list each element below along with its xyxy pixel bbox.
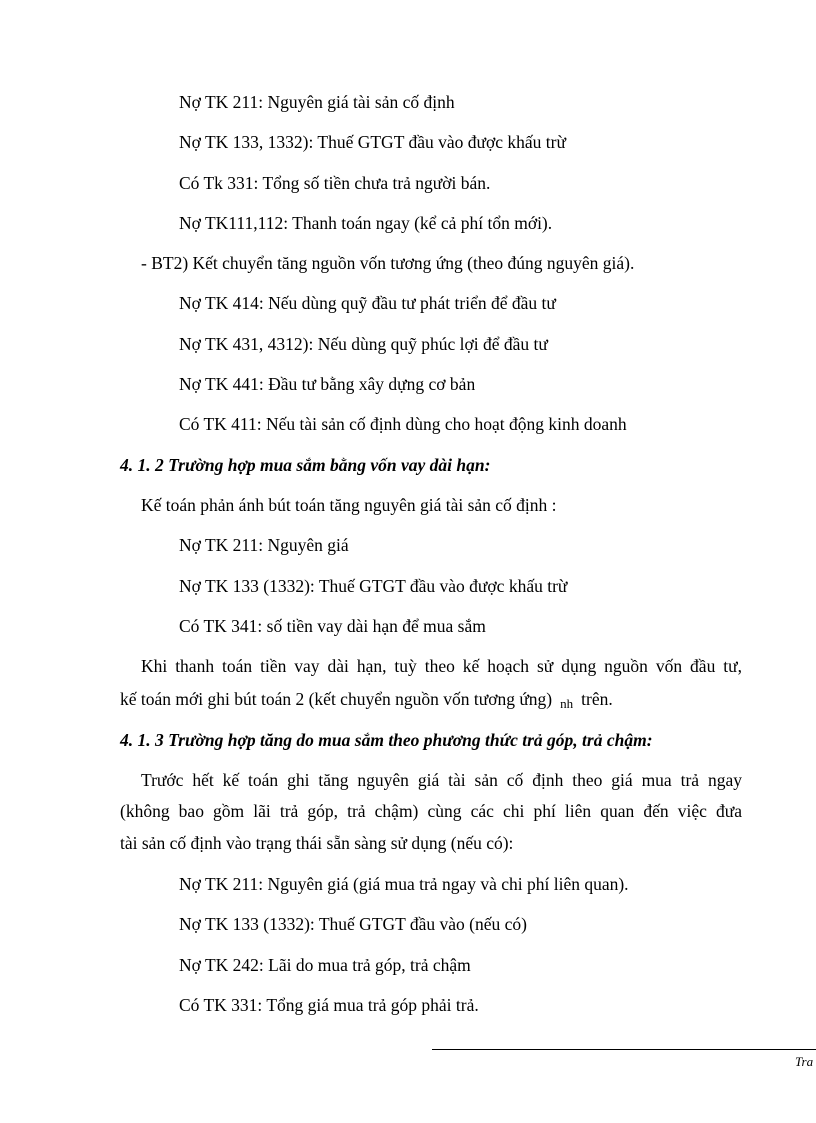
paragraph-text-end: trên. <box>581 689 613 709</box>
entry-line: Nợ TK 211: Nguyên giá (giá mua trả ngay và chi phí liên quan). <box>179 874 629 894</box>
entry-line: Nợ TK 242: Lãi do mua trả góp, trả chậm <box>179 955 471 975</box>
entry-line: Nợ TK 133 (1332): Thuế GTGT đầu vào (nếu có) <box>179 914 528 934</box>
entry-line: Có Tk 331: Tổng số tiền chưa trả người bán. <box>179 173 491 193</box>
section-heading-4-1-3: 4. 1. 3 Trường hợp tăng do mua sắm theo phương thức trả góp, trả chậm: <box>120 730 653 750</box>
entry-line: Có TK 341: số tiền vay dài hạn để mua sắm <box>179 616 486 636</box>
footer-rule <box>432 1049 816 1050</box>
bt2-line: - BT2) Kết chuyển tăng nguồn vốn tương ứng (theo đúng nguyên giá). <box>141 253 635 273</box>
entry-line: Nợ TK111,112: Thanh toán ngay (kể cả phí tổn mới). <box>179 213 553 233</box>
paragraph-line: (không bao gồm lãi trả góp, trả chậm) cùng các chi phí liên quan đến việc đưa <box>120 801 742 821</box>
footer-page-label: Tra <box>795 1054 814 1069</box>
entry-line: Có TK 411: Nếu tài sản cố định dùng cho hoạt động kinh doanh <box>179 414 627 434</box>
entry-line: Nợ TK 414: Nếu dùng quỹ đầu tư phát triển để đầu tư <box>179 293 556 313</box>
paragraph-line: Khi thanh toán tiền vay dài hạn, tuỳ theo kế hoạch sử dụng nguồn vốn đầu tư, <box>141 656 742 676</box>
paragraph-text: kế toán mới ghi bút toán 2 (kết chuyển nguồn vốn tương ứng) <box>120 689 553 709</box>
entry-line: Nợ TK 211: Nguyên giá tài sản cố định <box>179 92 455 112</box>
entry-line: Nợ TK 431, 4312): Nếu dùng quỹ phúc lợi để đầu tư <box>179 334 548 354</box>
paragraph-line: Kế toán phản ánh bút toán tăng nguyên giá tài sản cố định : <box>141 495 557 515</box>
entry-line: Nợ TK 441: Đầu tư bằng xây dựng cơ bản <box>179 374 476 394</box>
entry-line: Nợ TK 133, 1332): Thuế GTGT đầu vào được khấu trừ <box>179 132 566 152</box>
entry-line: Nợ TK 133 (1332): Thuế GTGT đầu vào được khấu trừ <box>179 576 568 596</box>
entry-line: Có TK 331: Tổng giá mua trả góp phải trả. <box>179 995 479 1015</box>
entry-line: Nợ TK 211: Nguyên giá <box>179 535 349 555</box>
paragraph-line: tài sản cố định vào trạng thái sẵn sàng sử dụng (nếu có): <box>120 833 514 853</box>
paragraph-line <box>120 688 613 712</box>
paragraph-line: Trước hết kế toán ghi tăng nguyên giá tài sản cố định theo giá mua trả ngay <box>141 770 742 790</box>
section-heading-4-1-2: 4. 1. 2 Trường hợp mua sắm bằng vốn vay dài hạn: <box>120 455 491 475</box>
subscript-fragment: nh <box>560 696 574 711</box>
